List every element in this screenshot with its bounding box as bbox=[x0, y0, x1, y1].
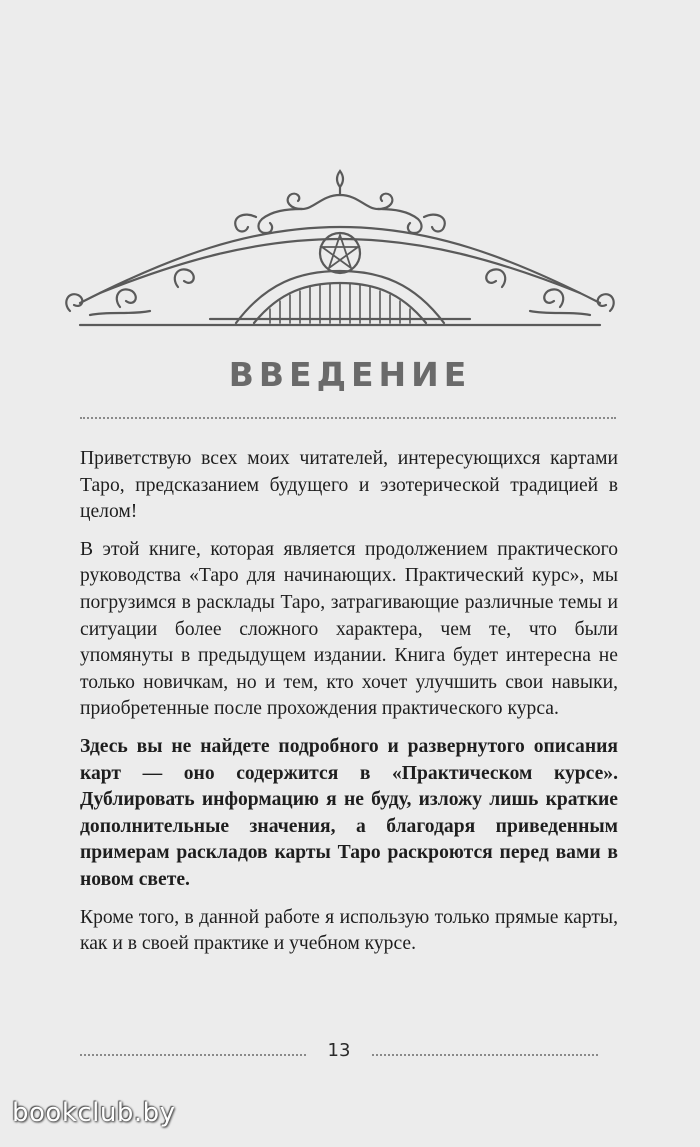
page-number: 13 bbox=[327, 1040, 351, 1061]
paragraph-bold: Здесь вы не найдете подробного и развернутого описания карт — оно содержится в «Практическом курсе». Дублировать информацию я не буду, изложу лишь краткие дополнительные значения, а благодаря приведенным примерам раскладов карты Таро раскроются перед вами в новом свете. bbox=[80, 735, 618, 890]
paragraph: В этой книге, которая является продолжением практического руководства «Таро для начинающих. Практический курс», мы погрузимся в расклады Таро, затрагивающие различные темы и ситуации более сложного характера, чем те, что были упомянуты в предыдущем издании. Книга будет интересна не только новичкам, но и тем, кто хочет улучшить свои навыки, приобретенные после прохождения практического курса. bbox=[80, 538, 618, 720]
watermark: bookclub.by bbox=[12, 1098, 176, 1128]
chapter-title: ВВЕДЕНИЕ bbox=[228, 355, 472, 394]
paragraph: Приветствую всех моих читателей, интересующихся картами Таро, предсказанием будущего и эзотерической традицией в целом! bbox=[80, 448, 618, 523]
dotted-divider bbox=[80, 417, 616, 419]
pentagram-arch-ornament-icon bbox=[60, 165, 620, 335]
footer-divider-left bbox=[80, 1054, 306, 1056]
body-text bbox=[80, 446, 618, 969]
footer-divider-right bbox=[372, 1054, 598, 1056]
paragraph: Кроме того, в данной работе я использую только прямые карты, как и в своей практике и учебном курсе. bbox=[80, 906, 618, 955]
